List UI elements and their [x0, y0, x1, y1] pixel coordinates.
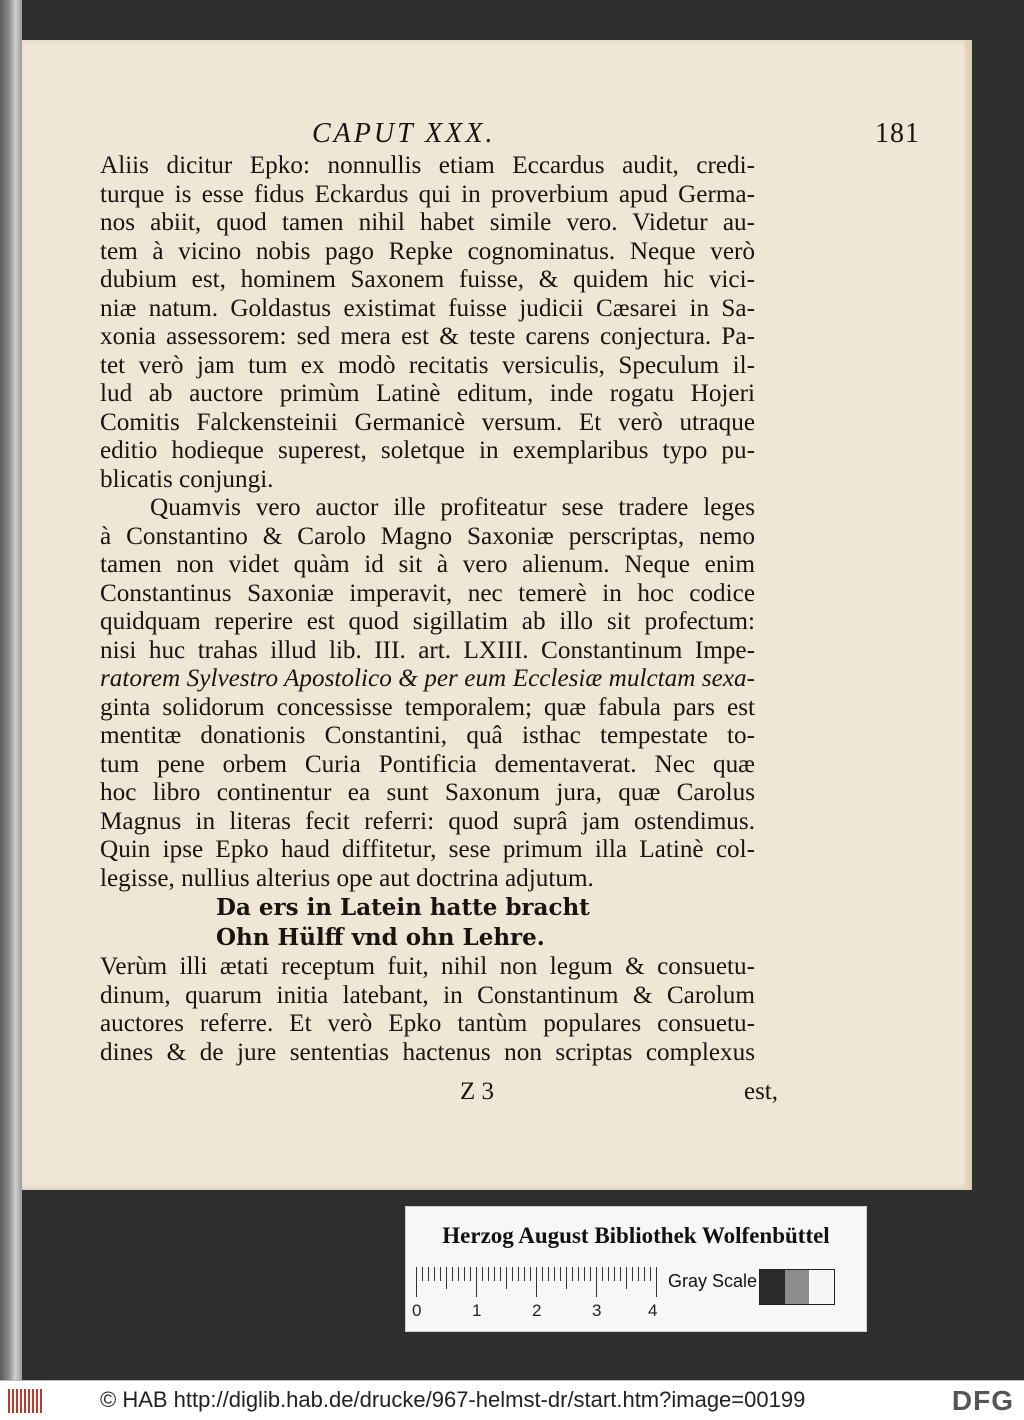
text-line: xonia assessorem: sed mera est & teste carens conjectura. Pa-	[100, 323, 755, 350]
ruler-tick	[548, 1267, 549, 1281]
text-line: turque is esse fidus Eckardus qui in proverbium apud Germa-	[100, 180, 755, 208]
text-line: nisi huc trahas illud lib. III. art. LXIII. Constantinum Impe-	[100, 636, 755, 664]
ruler-tick	[638, 1267, 639, 1281]
ruler-tick	[608, 1267, 609, 1281]
gray-swatch	[760, 1270, 785, 1304]
text-line: ginta solidorum concessisse temporalem; quæ fabula pars est	[100, 693, 755, 721]
verse-line: Ohn Hülff vnd ohn Lehre.	[216, 924, 545, 951]
text-line: tet verò jam tum ex modò recitatis versiculis, Speculum il-	[100, 351, 755, 379]
barcode-bar	[12, 1389, 14, 1413]
text-line: tem à vicino nobis pago Repke cognominatus. Neque verò	[100, 237, 755, 265]
ruler-tick	[464, 1267, 465, 1281]
ruler-tick	[632, 1267, 633, 1281]
catchword: est,	[743, 1078, 778, 1105]
verse-line: Da ers in Latein hatte bracht	[216, 894, 590, 921]
text-line: hoc libro continentur ea sunt Saxonum jura, quæ Carolus	[100, 779, 755, 806]
text-line: editio hodieque superest, soletque in exemplaribus typo pu-	[100, 437, 755, 464]
ruler-tick	[572, 1267, 573, 1281]
ruler-tick	[578, 1267, 579, 1281]
copyright-link[interactable]: © HAB http://diglib.hab.de/drucke/967-helmst-dr/start.htm?image=00199	[100, 1387, 806, 1412]
text-line: dines & de jure sententias hactenus non scriptas complexus	[100, 1038, 755, 1066]
ruler-tick	[596, 1267, 597, 1297]
ruler-tick	[452, 1267, 453, 1281]
running-title: CAPUT XXX.	[312, 118, 496, 149]
ruler-tick	[620, 1267, 621, 1281]
text-line: Verùm illi ætati receptum fuit, nihil non legum & consuetu-	[100, 953, 755, 980]
ruler-number: 4	[648, 1301, 658, 1320]
text-line: auctores referre. Et verò Epko tantùm populares consuetu-	[100, 1010, 755, 1037]
ruler-tick	[650, 1267, 651, 1281]
ruler-tick	[512, 1267, 513, 1281]
text-line: Quin ipse Epko haud diffitetur, sese primum illa Latinè col-	[100, 836, 755, 863]
ruler-tick	[488, 1267, 489, 1281]
ruler-tick	[536, 1267, 537, 1297]
text-line: tum pene orbem Curia Pontificia dementaverat. Nec quæ	[100, 750, 755, 778]
text-line: quidquam reperire est quod sigillatim ab illo sit profectum:	[100, 608, 755, 635]
text-line: Quamvis vero auctor ille profiteatur sese tradere leges	[150, 494, 755, 521]
ruler-tick	[614, 1267, 615, 1281]
ruler-tick	[554, 1267, 555, 1281]
barcode-bar	[40, 1389, 42, 1413]
barcode-bar	[16, 1389, 18, 1413]
ruler-number: 2	[532, 1301, 542, 1320]
ruler-tick	[656, 1267, 657, 1297]
ruler-tick	[434, 1267, 435, 1281]
ruler-tick	[440, 1267, 441, 1281]
ruler-tick	[446, 1267, 447, 1289]
ruler-tick	[530, 1267, 531, 1281]
scale-ruler	[412, 1263, 658, 1323]
text-line: blicatis conjungi.	[100, 465, 274, 493]
gray-swatch	[785, 1270, 810, 1304]
ruler-tick	[428, 1267, 429, 1281]
ruler-number: 0	[412, 1301, 422, 1320]
ruler-tick	[518, 1267, 519, 1281]
text-line: Comitis Falckensteinii Germanicè versum. Et verò utraque	[100, 408, 755, 436]
gray-scale-label: Gray Scale	[668, 1271, 758, 1291]
text-line: à Constantino & Carolo Magno Saxoniæ perscriptas, nemo	[100, 522, 755, 550]
ruler-tick	[560, 1267, 561, 1281]
ruler-tick	[602, 1267, 603, 1281]
ruler-tick	[644, 1267, 645, 1281]
signature-line	[460, 1078, 778, 1108]
page-number: 181	[875, 118, 920, 149]
ruler-tick	[506, 1267, 507, 1289]
ruler-tick	[422, 1267, 423, 1281]
signature-mark: Z 3	[460, 1078, 495, 1105]
ruler-tick	[416, 1267, 417, 1297]
text-line: nos abiit, quod tamen nihil habet simile vero. Videtur au-	[100, 209, 755, 236]
gray-swatch	[809, 1270, 834, 1304]
main-text	[100, 152, 755, 1067]
text-line: tamen non videt quàm id sit à vero alienum. Neque enim	[100, 551, 755, 578]
text-line: Constantinus Saxoniæ imperavit, nec temerè in hoc codice	[100, 579, 755, 607]
ruler-tick	[494, 1267, 495, 1281]
ruler-tick	[500, 1267, 501, 1281]
ruler-tick	[542, 1267, 543, 1281]
text-line: niæ natum. Goldastus existimat fuisse judicii Cæsarei in Sa-	[100, 294, 755, 322]
page-edge	[964, 40, 972, 1190]
ruler-tick	[482, 1267, 483, 1281]
ruler-tick	[566, 1267, 567, 1289]
book-page	[22, 40, 972, 1190]
ruler-tick	[458, 1267, 459, 1281]
library-label-card	[405, 1206, 867, 1332]
ruler-tick	[470, 1267, 471, 1281]
ruler-tick	[524, 1267, 525, 1281]
text-line: Aliis dicitur Epko: nonnullis etiam Eccardus audit, credi-	[100, 152, 755, 179]
barcode-bar	[28, 1389, 30, 1413]
gray-scale-swatches	[759, 1269, 835, 1305]
barcode-bar	[24, 1389, 26, 1413]
library-name: Herzog August Bibliothek Wolfenbüttel	[442, 1223, 830, 1248]
text-line: legisse, nullius alterius ope aut doctrina adjutum.	[100, 864, 594, 892]
text-line: dubium est, hominem Saxonem fuisse, & quidem hic vici-	[100, 266, 755, 293]
barcode-bar	[36, 1389, 38, 1413]
ruler-number: 3	[592, 1301, 602, 1320]
viewer-footer	[0, 1380, 1024, 1420]
text-line: mentitæ donationis Constantini, quâ isthac tempestate to-	[100, 722, 755, 749]
ruler-number: 1	[472, 1301, 482, 1320]
ruler-tick	[584, 1267, 585, 1281]
book-gutter-edge	[0, 0, 22, 1380]
barcode-bar	[32, 1389, 34, 1413]
dfg-logo: DFG	[951, 1385, 1014, 1416]
hab-barcode-icon	[8, 1389, 48, 1413]
ruler-tick	[626, 1267, 627, 1289]
barcode-bar	[8, 1389, 10, 1413]
text-line: ratorem Sylvestro Apostolico & per eum Ecclesiæ mulctam sexa-	[100, 665, 755, 692]
barcode-bar	[20, 1389, 22, 1413]
text-line: dinum, quarum initia latebant, in Constantinum & Carolum	[100, 981, 755, 1009]
text-line: Magnus in literas fecit referri: quod suprâ jam ostendimus.	[100, 807, 755, 835]
ruler-tick	[590, 1267, 591, 1281]
ruler-tick	[476, 1267, 477, 1297]
text-line: lud ab auctore primùm Latinè editum, inde rogatu Hojeri	[100, 380, 755, 407]
